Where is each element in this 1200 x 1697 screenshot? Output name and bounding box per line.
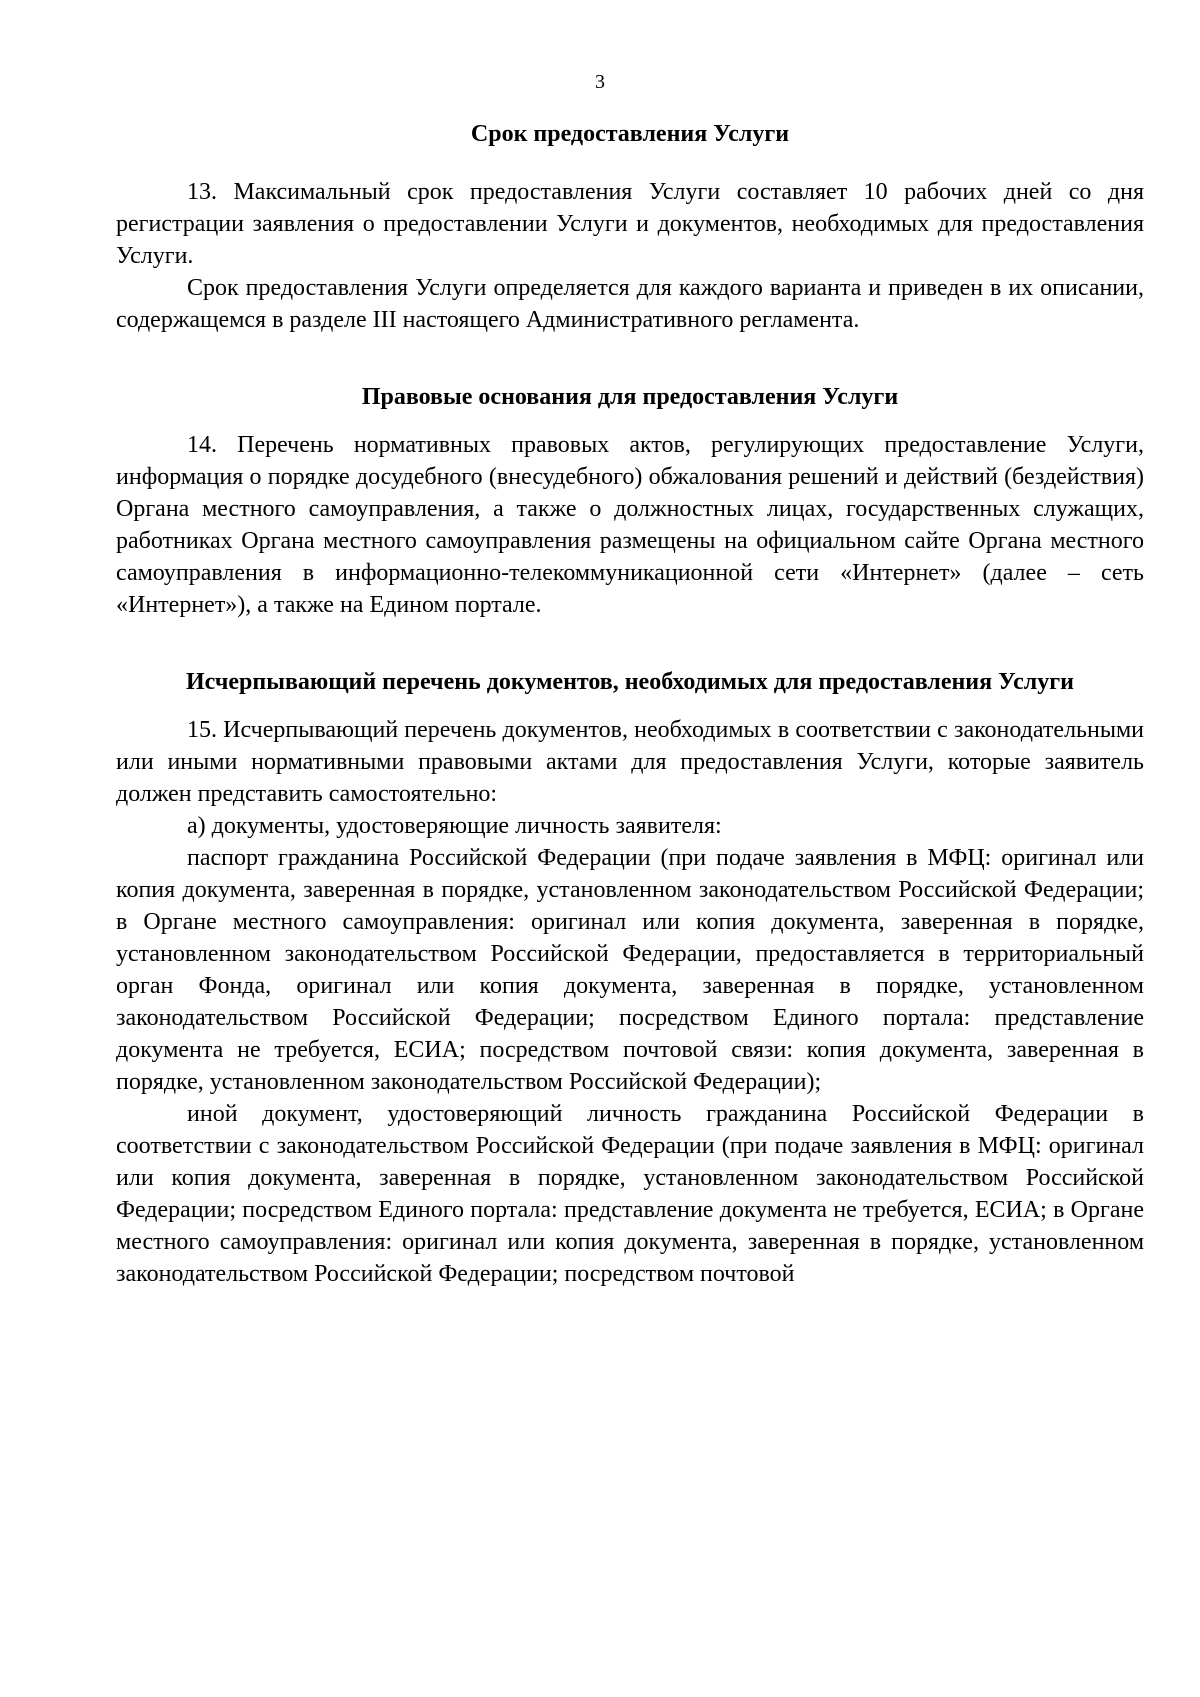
paragraph-15-a: а) документы, удостоверяющие личность заявителя: — [187, 813, 722, 839]
section-heading-documents: Исчерпывающий перечень документов, необходимых для предоставления Услуги — [186, 669, 1074, 695]
section-heading-legal-basis: Правовые основания для предоставления Услуги — [361, 384, 899, 410]
page-number: 3 — [595, 71, 605, 93]
paragraph-other-id: иной документ, удостоверяющий личность гражданина Российской Федерации в соответствии с законодательством Российской Федерации (при подаче заявления в МФЦ: оригинал или копия документа, заверенная в порядке, установленном законодательством Российской Федерации; посредством Единого портала: представление документа не требуется, ЕСИА; в Органе местного самоуправления: оригинал или копия документа, заверенная в порядке, установленном законодательством Российской Федерации; посредством почтовой — [116, 1101, 1144, 1287]
paragraph-13: 13. Максимальный срок предоставления Услуги составляет 10 рабочих дней со дня регистрации заявления о предоставлении Услуги и документов, необходимых для предоставления Услуги. — [116, 179, 1144, 269]
paragraph-15: 15. Исчерпывающий перечень документов, необходимых в соответствии с законодательными или иными нормативными правовыми актами для предоставления Услуги, которые заявитель должен представить самостоятельно: — [116, 717, 1144, 807]
paragraph-passport: паспорт гражданина Российской Федерации (при подаче заявления в МФЦ: оригинал или копия документа, заверенная в порядке, установленном законодательством Российской Федерации; в Органе местного самоуправления: оригинал или копия документа, заверенная в порядке, установленном законодательством Российской Федерации, предоставляется в территориальный орган Фонда, оригинал или копия документа, заверенная в порядке, установленном законодательством Российской Федерации; посредством Единого портала: представление документа не требуется, ЕСИА; посредством почтовой связи: копия документа, заверенная в порядке, установленном законодательством Российской Федерации); — [116, 845, 1144, 1095]
document-body — [116, 118, 1144, 1290]
paragraph-term-variant: Срок предоставления Услуги определяется для каждого варианта и приведен в их описании, содержащемся в разделе III настоящего Административного регламента. — [116, 275, 1144, 333]
section-heading-term: Срок предоставления Услуги — [470, 121, 790, 147]
paragraph-14: 14. Перечень нормативных правовых актов, регулирующих предоставление Услуги, информация о порядке досудебного (внесудебного) обжалования решений и действий (бездействия) Органа местного самоуправления, а также о должностных лицах, государственных служащих, работниках Органа местного самоуправления размещены на официальном сайте Органа местного самоуправления в информационно-телекоммуникационной сети «Интернет» (далее – сеть «Интернет»), а также на Едином портале. — [116, 432, 1144, 618]
